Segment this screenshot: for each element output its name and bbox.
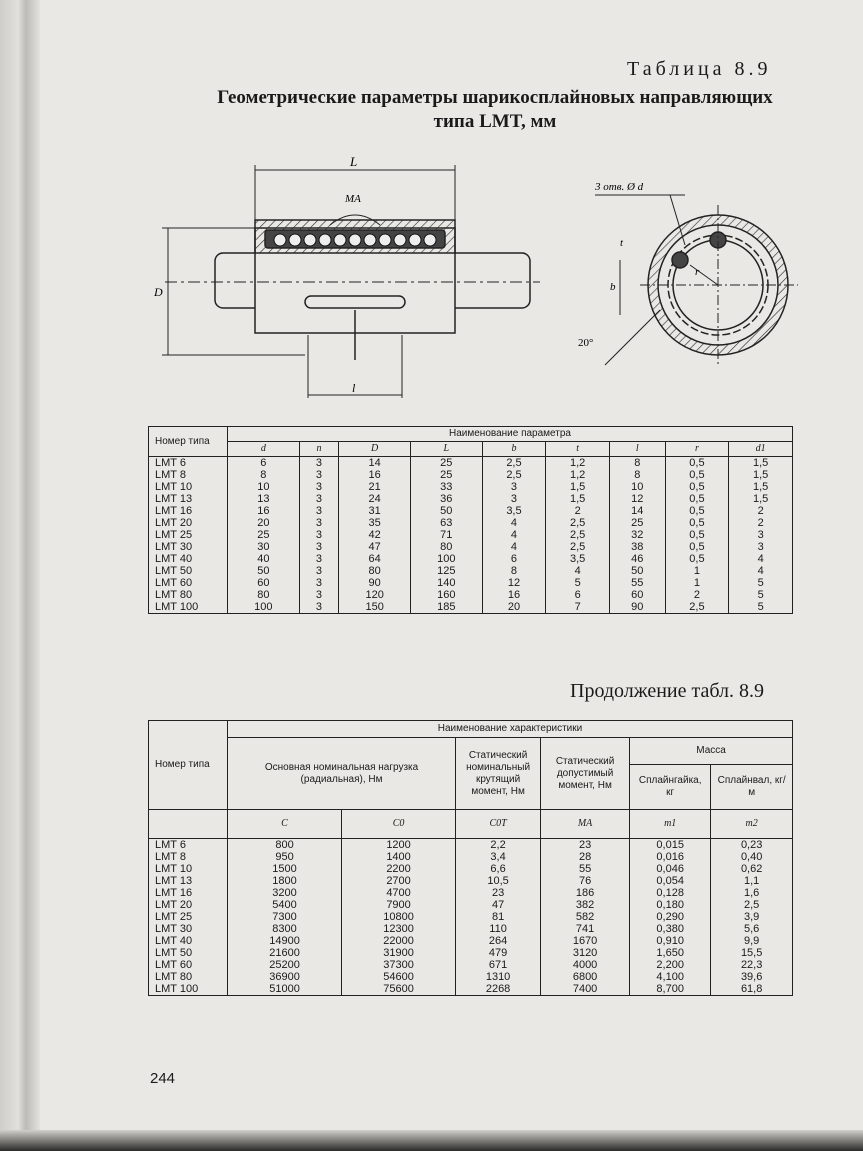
- value-cell: 10,5: [456, 875, 541, 887]
- value-cell: 0,054: [630, 875, 711, 887]
- value-cell: 3: [729, 541, 793, 553]
- value-cell: 32: [609, 529, 665, 541]
- type-cell: LMT 13: [149, 875, 228, 887]
- value-cell: 382: [541, 899, 630, 911]
- value-cell: 741: [541, 923, 630, 935]
- value-cell: 6,6: [456, 863, 541, 875]
- header-static-moment: Статический допустимый момент, Нм: [541, 738, 630, 810]
- value-cell: 0,5: [665, 493, 729, 505]
- value-cell: 8: [609, 457, 665, 470]
- value-cell: 150: [339, 601, 411, 614]
- value-cell: 4: [546, 565, 610, 577]
- value-cell: 100: [410, 553, 482, 565]
- value-cell: 0,5: [665, 541, 729, 553]
- value-cell: 264: [456, 935, 541, 947]
- label-holes: 3 отв. Ø d: [595, 181, 644, 193]
- value-cell: 15,5: [711, 947, 793, 959]
- value-cell: 13: [228, 493, 300, 505]
- table-row: [149, 959, 793, 971]
- value-cell: 186: [541, 887, 630, 899]
- value-cell: 31900: [342, 947, 456, 959]
- value-cell: 1,2: [546, 469, 610, 481]
- value-cell: 7: [546, 601, 610, 614]
- value-cell: 0,40: [711, 851, 793, 863]
- table-row: [149, 469, 793, 481]
- value-cell: 23: [456, 887, 541, 899]
- value-cell: 950: [228, 851, 342, 863]
- value-cell: 10800: [342, 911, 456, 923]
- value-cell: 47: [339, 541, 411, 553]
- header-char-group: Наименование характеристики: [228, 721, 793, 738]
- value-cell: 7900: [342, 899, 456, 911]
- header-symbol: C: [228, 810, 342, 839]
- book-spine-edge: [0, 0, 40, 1151]
- type-cell: LMT 16: [149, 887, 228, 899]
- label-MA: MA: [345, 193, 361, 205]
- value-cell: 2,5: [482, 469, 546, 481]
- header-empty: [149, 810, 228, 839]
- value-cell: 3: [299, 505, 339, 517]
- value-cell: 0,5: [665, 517, 729, 529]
- value-cell: 28: [541, 851, 630, 863]
- value-cell: 6: [546, 589, 610, 601]
- type-cell: LMT 60: [149, 959, 228, 971]
- value-cell: 479: [456, 947, 541, 959]
- value-cell: 30: [228, 541, 300, 553]
- value-cell: 6800: [541, 971, 630, 983]
- value-cell: 0,015: [630, 839, 711, 852]
- table-row: [149, 875, 793, 887]
- value-cell: 35: [339, 517, 411, 529]
- characteristics-table-body: [149, 839, 793, 996]
- value-cell: 3: [299, 469, 339, 481]
- header-symbol: C0T: [456, 810, 541, 839]
- value-cell: 2,200: [630, 959, 711, 971]
- value-cell: 8,700: [630, 983, 711, 996]
- value-cell: 140: [410, 577, 482, 589]
- value-cell: 4: [482, 517, 546, 529]
- value-cell: 25: [228, 529, 300, 541]
- value-cell: 1500: [228, 863, 342, 875]
- value-cell: 2,5: [546, 517, 610, 529]
- value-cell: 7300: [228, 911, 342, 923]
- label-angle: 20°: [578, 337, 594, 349]
- type-cell: LMT 10: [149, 863, 228, 875]
- value-cell: 1,5: [729, 457, 793, 470]
- value-cell: 4: [482, 541, 546, 553]
- value-cell: 80: [228, 589, 300, 601]
- value-cell: 20: [228, 517, 300, 529]
- value-cell: 5: [729, 589, 793, 601]
- header-param: d1: [729, 442, 793, 457]
- value-cell: 3: [299, 457, 339, 470]
- value-cell: 1: [665, 565, 729, 577]
- value-cell: 55: [609, 577, 665, 589]
- label-L: L: [350, 154, 358, 169]
- value-cell: 2268: [456, 983, 541, 996]
- header-load: Основная номинальная нагрузка (радиальная), Нм: [228, 738, 456, 810]
- table-row: [149, 983, 793, 996]
- value-cell: 38: [609, 541, 665, 553]
- value-cell: 64: [339, 553, 411, 565]
- value-cell: 0,23: [711, 839, 793, 852]
- value-cell: 47: [456, 899, 541, 911]
- value-cell: 0,5: [665, 553, 729, 565]
- table-row: [149, 935, 793, 947]
- table-row: [149, 863, 793, 875]
- value-cell: 1,5: [729, 469, 793, 481]
- value-cell: 3120: [541, 947, 630, 959]
- table-row: [149, 541, 793, 553]
- table-row: [149, 851, 793, 863]
- value-cell: 2,5: [711, 899, 793, 911]
- table-row: [149, 553, 793, 565]
- page-number: 244: [150, 1070, 176, 1087]
- value-cell: 37300: [342, 959, 456, 971]
- title-line-1: Геометрические параметры шарикосплайновых направляющих: [217, 87, 773, 108]
- value-cell: 9,9: [711, 935, 793, 947]
- type-cell: LMT 50: [149, 565, 228, 577]
- value-cell: 7400: [541, 983, 630, 996]
- header-mass-nut: Сплайнгайка, кг: [630, 765, 711, 810]
- table-row: [149, 493, 793, 505]
- type-cell: LMT 25: [149, 911, 228, 923]
- value-cell: 3: [299, 553, 339, 565]
- value-cell: 80: [410, 541, 482, 553]
- table-row: [149, 887, 793, 899]
- value-cell: 120: [339, 589, 411, 601]
- value-cell: 800: [228, 839, 342, 852]
- value-cell: 5400: [228, 899, 342, 911]
- value-cell: 21600: [228, 947, 342, 959]
- title-line-2: типа LMT, мм: [433, 111, 557, 132]
- type-cell: LMT 40: [149, 553, 228, 565]
- value-cell: 5: [729, 601, 793, 614]
- value-cell: 0,5: [665, 529, 729, 541]
- table-row: [149, 457, 793, 470]
- value-cell: 50: [228, 565, 300, 577]
- value-cell: 54600: [342, 971, 456, 983]
- value-cell: 2200: [342, 863, 456, 875]
- value-cell: 63: [410, 517, 482, 529]
- value-cell: 5: [729, 577, 793, 589]
- table-row: [149, 947, 793, 959]
- value-cell: 2700: [342, 875, 456, 887]
- value-cell: 2: [546, 505, 610, 517]
- value-cell: 80: [339, 565, 411, 577]
- value-cell: 8: [228, 469, 300, 481]
- value-cell: 100: [228, 601, 300, 614]
- value-cell: 3: [729, 529, 793, 541]
- value-cell: 8300: [228, 923, 342, 935]
- value-cell: 61,8: [711, 983, 793, 996]
- table-row: [149, 923, 793, 935]
- value-cell: 2,2: [456, 839, 541, 852]
- value-cell: 3,5: [482, 505, 546, 517]
- header-symbol: C0: [342, 810, 456, 839]
- value-cell: 25: [410, 469, 482, 481]
- value-cell: 8: [482, 565, 546, 577]
- value-cell: 4: [729, 565, 793, 577]
- value-cell: 6: [482, 553, 546, 565]
- header-param-group: Наименование параметра: [228, 427, 793, 442]
- value-cell: 0,016: [630, 851, 711, 863]
- value-cell: 16: [339, 469, 411, 481]
- value-cell: 25200: [228, 959, 342, 971]
- header-param: n: [299, 442, 339, 457]
- value-cell: 90: [609, 601, 665, 614]
- value-cell: 4: [729, 553, 793, 565]
- label-b: b: [610, 281, 616, 293]
- value-cell: 4000: [541, 959, 630, 971]
- value-cell: 50: [609, 565, 665, 577]
- value-cell: 3,4: [456, 851, 541, 863]
- value-cell: 3: [299, 589, 339, 601]
- value-cell: 582: [541, 911, 630, 923]
- value-cell: 36900: [228, 971, 342, 983]
- value-cell: 51000: [228, 983, 342, 996]
- value-cell: 671: [456, 959, 541, 971]
- type-cell: LMT 80: [149, 971, 228, 983]
- type-cell: LMT 25: [149, 529, 228, 541]
- value-cell: 90: [339, 577, 411, 589]
- header-symbol: m2: [711, 810, 793, 839]
- header-mass: Масса: [630, 738, 793, 765]
- header-param: l: [609, 442, 665, 457]
- value-cell: 25: [609, 517, 665, 529]
- end-view: [595, 195, 798, 365]
- table-row: [149, 577, 793, 589]
- value-cell: 4,100: [630, 971, 711, 983]
- value-cell: 4700: [342, 887, 456, 899]
- value-cell: 36: [410, 493, 482, 505]
- page-bottom-edge: [0, 1130, 863, 1151]
- header-param: d: [228, 442, 300, 457]
- value-cell: 0,380: [630, 923, 711, 935]
- value-cell: 75600: [342, 983, 456, 996]
- value-cell: 8: [609, 469, 665, 481]
- value-cell: 31: [339, 505, 411, 517]
- value-cell: 1200: [342, 839, 456, 852]
- value-cell: 12: [482, 577, 546, 589]
- type-cell: LMT 30: [149, 923, 228, 935]
- value-cell: 16: [482, 589, 546, 601]
- value-cell: 60: [228, 577, 300, 589]
- characteristics-table: [148, 720, 793, 996]
- value-cell: 1400: [342, 851, 456, 863]
- value-cell: 1: [665, 577, 729, 589]
- value-cell: 5: [546, 577, 610, 589]
- value-cell: 6: [228, 457, 300, 470]
- parameters-table: [148, 426, 793, 614]
- value-cell: 0,62: [711, 863, 793, 875]
- value-cell: 25: [410, 457, 482, 470]
- spline-guide-drawing: [150, 150, 810, 405]
- value-cell: 0,5: [665, 457, 729, 470]
- type-cell: LMT 10: [149, 481, 228, 493]
- value-cell: 42: [339, 529, 411, 541]
- value-cell: 20: [482, 601, 546, 614]
- value-cell: 2: [665, 589, 729, 601]
- table-row: [149, 911, 793, 923]
- value-cell: 1,650: [630, 947, 711, 959]
- type-cell: LMT 6: [149, 457, 228, 470]
- value-cell: 3: [299, 517, 339, 529]
- table-row: [149, 971, 793, 983]
- type-cell: LMT 6: [149, 839, 228, 852]
- header-static-torque: Статический номинальный крутящий момент, Нм: [456, 738, 541, 810]
- type-cell: LMT 13: [149, 493, 228, 505]
- value-cell: 1,2: [546, 457, 610, 470]
- label-r: r: [695, 266, 700, 278]
- value-cell: 1,5: [729, 481, 793, 493]
- value-cell: 0,5: [665, 469, 729, 481]
- table-row: [149, 565, 793, 577]
- type-cell: LMT 8: [149, 469, 228, 481]
- value-cell: 1670: [541, 935, 630, 947]
- value-cell: 2,5: [546, 529, 610, 541]
- value-cell: 2,5: [546, 541, 610, 553]
- value-cell: 3,5: [546, 553, 610, 565]
- parameters-table-body: [149, 457, 793, 614]
- header-param: D: [339, 442, 411, 457]
- value-cell: 1,6: [711, 887, 793, 899]
- table-row: [149, 839, 793, 852]
- value-cell: 1,5: [729, 493, 793, 505]
- value-cell: 2: [729, 505, 793, 517]
- value-cell: 71: [410, 529, 482, 541]
- value-cell: 0,910: [630, 935, 711, 947]
- value-cell: 1,5: [546, 481, 610, 493]
- header-param: b: [482, 442, 546, 457]
- value-cell: 2,5: [482, 457, 546, 470]
- value-cell: 22000: [342, 935, 456, 947]
- value-cell: 0,128: [630, 887, 711, 899]
- value-cell: 76: [541, 875, 630, 887]
- type-cell: LMT 8: [149, 851, 228, 863]
- value-cell: 24: [339, 493, 411, 505]
- header-param: r: [665, 442, 729, 457]
- value-cell: 39,6: [711, 971, 793, 983]
- value-cell: 3: [299, 601, 339, 614]
- header-param: L: [410, 442, 482, 457]
- type-cell: LMT 20: [149, 899, 228, 911]
- table-row: [149, 517, 793, 529]
- value-cell: 3: [299, 493, 339, 505]
- value-cell: 14: [339, 457, 411, 470]
- value-cell: 14900: [228, 935, 342, 947]
- type-cell: LMT 16: [149, 505, 228, 517]
- value-cell: 60: [609, 589, 665, 601]
- table-row: [149, 505, 793, 517]
- value-cell: 0,180: [630, 899, 711, 911]
- type-cell: LMT 40: [149, 935, 228, 947]
- value-cell: 0,046: [630, 863, 711, 875]
- value-cell: 0,290: [630, 911, 711, 923]
- table-row: [149, 481, 793, 493]
- value-cell: 3: [482, 481, 546, 493]
- value-cell: 81: [456, 911, 541, 923]
- value-cell: 10: [228, 481, 300, 493]
- value-cell: 1800: [228, 875, 342, 887]
- value-cell: 2,5: [665, 601, 729, 614]
- type-cell: LMT 80: [149, 589, 228, 601]
- value-cell: 23: [541, 839, 630, 852]
- table-row: [149, 529, 793, 541]
- value-cell: 3: [482, 493, 546, 505]
- value-cell: 22,3: [711, 959, 793, 971]
- value-cell: 110: [456, 923, 541, 935]
- value-cell: 12300: [342, 923, 456, 935]
- value-cell: 3: [299, 529, 339, 541]
- value-cell: 4: [482, 529, 546, 541]
- value-cell: 0,5: [665, 505, 729, 517]
- table-row: [149, 899, 793, 911]
- type-cell: LMT 50: [149, 947, 228, 959]
- table-row: [149, 601, 793, 614]
- header-symbol: m1: [630, 810, 711, 839]
- value-cell: 3: [299, 577, 339, 589]
- type-cell: LMT 100: [149, 601, 228, 614]
- value-cell: 50: [410, 505, 482, 517]
- type-cell: LMT 30: [149, 541, 228, 553]
- value-cell: 10: [609, 481, 665, 493]
- value-cell: 33: [410, 481, 482, 493]
- value-cell: 1,1: [711, 875, 793, 887]
- value-cell: 0,5: [665, 481, 729, 493]
- value-cell: 46: [609, 553, 665, 565]
- value-cell: 55: [541, 863, 630, 875]
- table-row: [149, 589, 793, 601]
- table-title: [190, 86, 800, 134]
- header-type: Номер типа: [149, 721, 228, 810]
- header-mass-shaft: Сплайнвал, кг/м: [711, 765, 793, 810]
- value-cell: 2: [729, 517, 793, 529]
- value-cell: 3200: [228, 887, 342, 899]
- type-cell: LMT 60: [149, 577, 228, 589]
- label-t: t: [620, 237, 624, 249]
- value-cell: 1310: [456, 971, 541, 983]
- value-cell: 125: [410, 565, 482, 577]
- continuation-label: Продолжение табл. 8.9: [570, 680, 764, 702]
- value-cell: 16: [228, 505, 300, 517]
- value-cell: 40: [228, 553, 300, 565]
- value-cell: 21: [339, 481, 411, 493]
- value-cell: 3,9: [711, 911, 793, 923]
- value-cell: 12: [609, 493, 665, 505]
- table-label: Таблица 8.9: [627, 58, 772, 80]
- label-l: l: [352, 381, 356, 395]
- header-param: t: [546, 442, 610, 457]
- value-cell: 160: [410, 589, 482, 601]
- label-D: D: [154, 285, 163, 299]
- header-type: Номер типа: [149, 427, 228, 457]
- value-cell: 14: [609, 505, 665, 517]
- header-symbol: MA: [541, 810, 630, 839]
- type-cell: LMT 20: [149, 517, 228, 529]
- value-cell: 3: [299, 541, 339, 553]
- value-cell: 3: [299, 481, 339, 493]
- type-cell: LMT 100: [149, 983, 228, 996]
- value-cell: 3: [299, 565, 339, 577]
- value-cell: 1,5: [546, 493, 610, 505]
- value-cell: 185: [410, 601, 482, 614]
- value-cell: 5,6: [711, 923, 793, 935]
